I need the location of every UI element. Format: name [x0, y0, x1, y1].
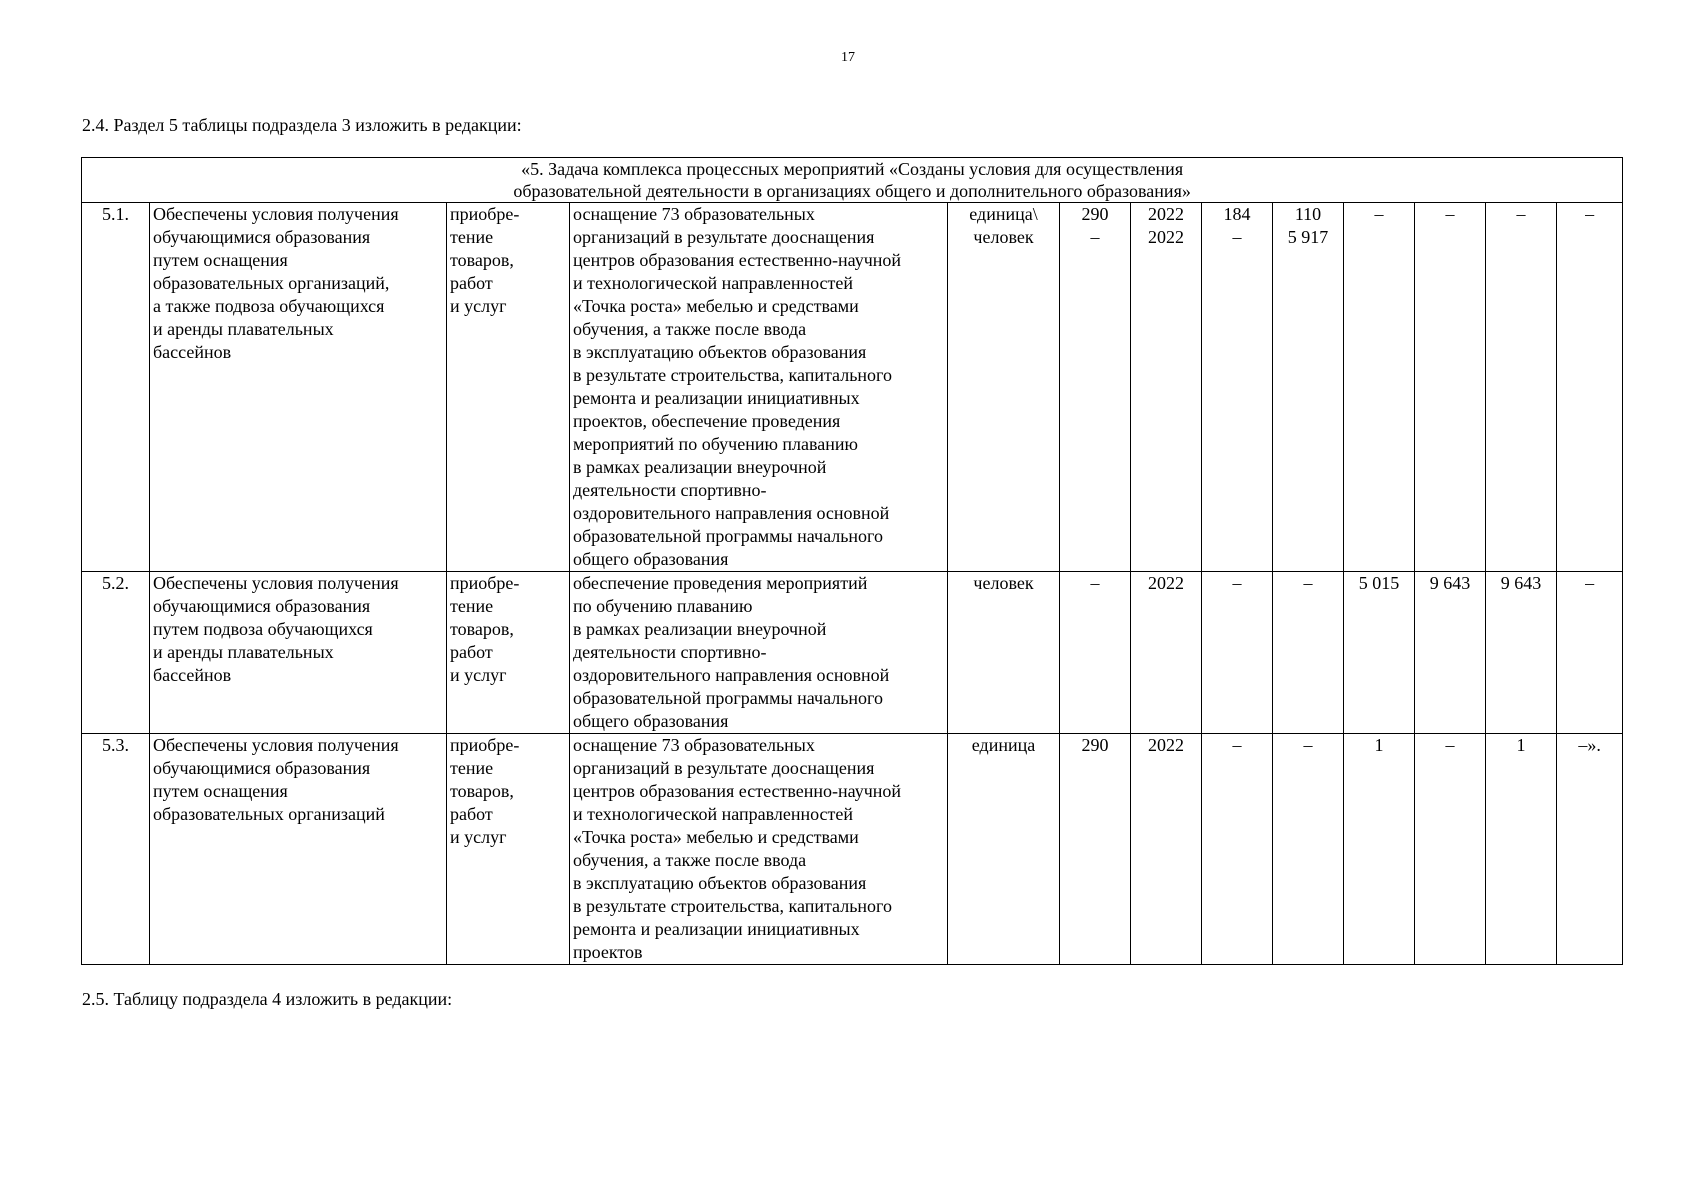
cell-number	[82, 734, 150, 965]
cell-base-value	[1060, 734, 1131, 965]
cell-line: проектов, обеспечение проведения	[573, 411, 841, 431]
cell-value	[1486, 203, 1557, 572]
cell-line: 184	[1223, 204, 1251, 224]
page-number: 17	[841, 50, 855, 65]
cell-type	[447, 203, 570, 572]
cell-line: 290	[1081, 204, 1109, 224]
cell-line: 290	[1081, 735, 1109, 755]
cell-value	[1202, 203, 1273, 572]
cell-line: –	[1232, 573, 1242, 593]
cell-line: работ	[450, 273, 493, 293]
cell-line: тение	[450, 227, 494, 247]
cell-text: 1	[1516, 735, 1526, 755]
cell-value	[1344, 734, 1415, 965]
cell-line: образовательных организаций,	[153, 273, 390, 293]
cell-value	[1273, 572, 1344, 734]
caption-line: образовательной деятельности в организациях общего и дополнительного образования»	[513, 181, 1191, 201]
cell-line: обучения, а также после ввода	[573, 850, 807, 870]
cell-line: путем оснащения	[153, 781, 288, 801]
cell-number	[82, 203, 150, 572]
cell-line: образовательных организаций	[153, 804, 385, 824]
cell-line: оздоровительного направления основной	[573, 665, 890, 685]
cell-line: 2022	[1148, 204, 1184, 224]
cell-text: 9 643	[1429, 573, 1471, 593]
cell-line: оснащение 73 образовательных	[573, 735, 815, 755]
table-row	[82, 203, 1623, 572]
cell-line: приобре-	[450, 204, 520, 224]
cell-line: единица	[971, 735, 1036, 755]
cell-result	[150, 203, 447, 572]
cell-line: работ	[450, 804, 493, 824]
caption-line: «5. Задача комплекса процессных мероприятий «Созданы условия для осуществления	[521, 159, 1184, 179]
cell-value	[1486, 572, 1557, 734]
cell-line: человек	[973, 573, 1034, 593]
cell-line: Обеспечены условия получения	[153, 204, 399, 224]
cell-line: товаров,	[450, 619, 514, 639]
cell-line: приобре-	[450, 735, 520, 755]
cell-base-year	[1131, 572, 1202, 734]
cell-line: «Точка роста» мебелью и средствами	[573, 827, 859, 847]
cell-line: товаров,	[450, 781, 514, 801]
cell-value	[1415, 734, 1486, 965]
table-row	[82, 572, 1623, 734]
cell-line: в эксплуатацию объектов образования	[573, 342, 867, 362]
cell-line: бассейнов	[153, 342, 232, 362]
cell-type	[447, 734, 570, 965]
cell-result	[150, 572, 447, 734]
cell-line: деятельности спортивно-	[573, 480, 767, 500]
cell-unit	[948, 572, 1060, 734]
cell-line: образовательной программы начального	[573, 688, 883, 708]
cell-value	[1202, 734, 1273, 965]
cell-line: организаций в результате дооснащения	[573, 227, 875, 247]
cell-line: в результате строительства, капитального	[573, 896, 892, 916]
cell-text: –	[1445, 204, 1455, 224]
cell-line: 2022	[1148, 573, 1184, 593]
cell-value	[1557, 734, 1623, 965]
cell-line: мероприятий по обучению плаванию	[573, 434, 858, 454]
cell-line: 5 917	[1287, 227, 1329, 247]
paragraph-amendment-2-4: 2.4. Раздел 5 таблицы подраздела 3 изложить в редакции:	[82, 115, 522, 135]
cell-line: приобре-	[450, 573, 520, 593]
cell-line: и аренды плавательных	[153, 319, 334, 339]
cell-type	[447, 572, 570, 734]
cell-line: человек	[973, 227, 1034, 247]
cell-description	[570, 572, 948, 734]
cell-line: деятельности спортивно-	[573, 642, 767, 662]
cell-line: обучающимися образования	[153, 758, 371, 778]
cell-line: –	[1232, 227, 1242, 247]
cell-line: –	[1090, 227, 1100, 247]
cell-line: и услуг	[450, 296, 507, 316]
cell-line: единица\	[969, 204, 1038, 224]
cell-line: организаций в результате дооснащения	[573, 758, 875, 778]
cell-text: –	[1445, 735, 1455, 755]
cell-value	[1557, 203, 1623, 572]
cell-line: обеспечение проведения мероприятий	[573, 573, 868, 593]
cell-line: и аренды плавательных	[153, 642, 334, 662]
cell-line: путем подвоза обучающихся	[153, 619, 373, 639]
cell-text: –	[1585, 573, 1595, 593]
cell-unit	[948, 203, 1060, 572]
cell-line: Обеспечены условия получения	[153, 573, 399, 593]
cell-value	[1344, 203, 1415, 572]
cell-line: по обучению плаванию	[573, 596, 753, 616]
cell-base-value	[1060, 203, 1131, 572]
cell-line: и услуг	[450, 665, 507, 685]
cell-line: –	[1090, 573, 1100, 593]
cell-line: работ	[450, 642, 493, 662]
cell-text: 1	[1374, 735, 1384, 755]
measures-table	[81, 157, 1623, 965]
cell-value	[1273, 203, 1344, 572]
table-caption-row	[82, 158, 1623, 203]
cell-line: оздоровительного направления основной	[573, 503, 890, 523]
cell-line: в результате строительства, капитального	[573, 365, 892, 385]
cell-line: общего образования	[573, 549, 729, 569]
table-caption	[82, 158, 1623, 203]
cell-line: центров образования естественно-научной	[573, 781, 902, 801]
cell-line: ремонта и реализации инициативных	[573, 919, 860, 939]
cell-line: и услуг	[450, 827, 507, 847]
cell-line: путем оснащения	[153, 250, 288, 270]
cell-line: в эксплуатацию объектов образования	[573, 873, 867, 893]
cell-description	[570, 203, 948, 572]
cell-text: –».	[1578, 735, 1601, 755]
cell-line: и технологической направленностей	[573, 273, 854, 293]
cell-text: 5 015	[1358, 573, 1400, 593]
cell-line: обучения, а также после ввода	[573, 319, 807, 339]
cell-line: –	[1303, 573, 1313, 593]
cell-line: тение	[450, 596, 494, 616]
cell-value	[1415, 572, 1486, 734]
table-row	[82, 734, 1623, 965]
cell-text: 5.3.	[102, 735, 129, 755]
cell-line: оснащение 73 образовательных	[573, 204, 815, 224]
cell-value	[1344, 572, 1415, 734]
cell-value	[1273, 734, 1344, 965]
cell-line: в рамках реализации внеурочной	[573, 619, 827, 639]
cell-line: –	[1232, 735, 1242, 755]
cell-value	[1486, 734, 1557, 965]
cell-description	[570, 734, 948, 965]
cell-text: 5.2.	[102, 573, 129, 593]
cell-result	[150, 734, 447, 965]
cell-base-year	[1131, 734, 1202, 965]
cell-unit	[948, 734, 1060, 965]
cell-line: образовательной программы начального	[573, 526, 883, 546]
cell-text: 9 643	[1500, 573, 1542, 593]
cell-line: –	[1303, 735, 1313, 755]
paragraph-amendment-2-5: 2.5. Таблицу подраздела 4 изложить в редакции:	[82, 989, 453, 1009]
cell-line: центров образования естественно-научной	[573, 250, 902, 270]
cell-line: «Точка роста» мебелью и средствами	[573, 296, 859, 316]
cell-number	[82, 572, 150, 734]
cell-line: обучающимися образования	[153, 227, 371, 247]
cell-value	[1557, 572, 1623, 734]
cell-line: проектов	[573, 942, 643, 962]
cell-line: товаров,	[450, 250, 514, 270]
cell-line: обучающимися образования	[153, 596, 371, 616]
cell-line: 2022	[1148, 735, 1184, 755]
cell-line: и технологической направленностей	[573, 804, 854, 824]
cell-text: 5.1.	[102, 204, 129, 224]
cell-base-value	[1060, 572, 1131, 734]
cell-line: тение	[450, 758, 494, 778]
cell-line: в рамках реализации внеурочной	[573, 457, 827, 477]
cell-line: а также подвоза обучающихся	[153, 296, 385, 316]
cell-line: ремонта и реализации инициативных	[573, 388, 860, 408]
cell-text: –	[1516, 204, 1526, 224]
cell-text: –	[1585, 204, 1595, 224]
cell-line: бассейнов	[153, 665, 232, 685]
cell-text: –	[1374, 204, 1384, 224]
cell-line: Обеспечены условия получения	[153, 735, 399, 755]
cell-value	[1415, 203, 1486, 572]
cell-line: 2022	[1148, 227, 1184, 247]
cell-line: общего образования	[573, 711, 729, 731]
cell-line: 110	[1294, 204, 1322, 224]
cell-base-year	[1131, 203, 1202, 572]
cell-value	[1202, 572, 1273, 734]
